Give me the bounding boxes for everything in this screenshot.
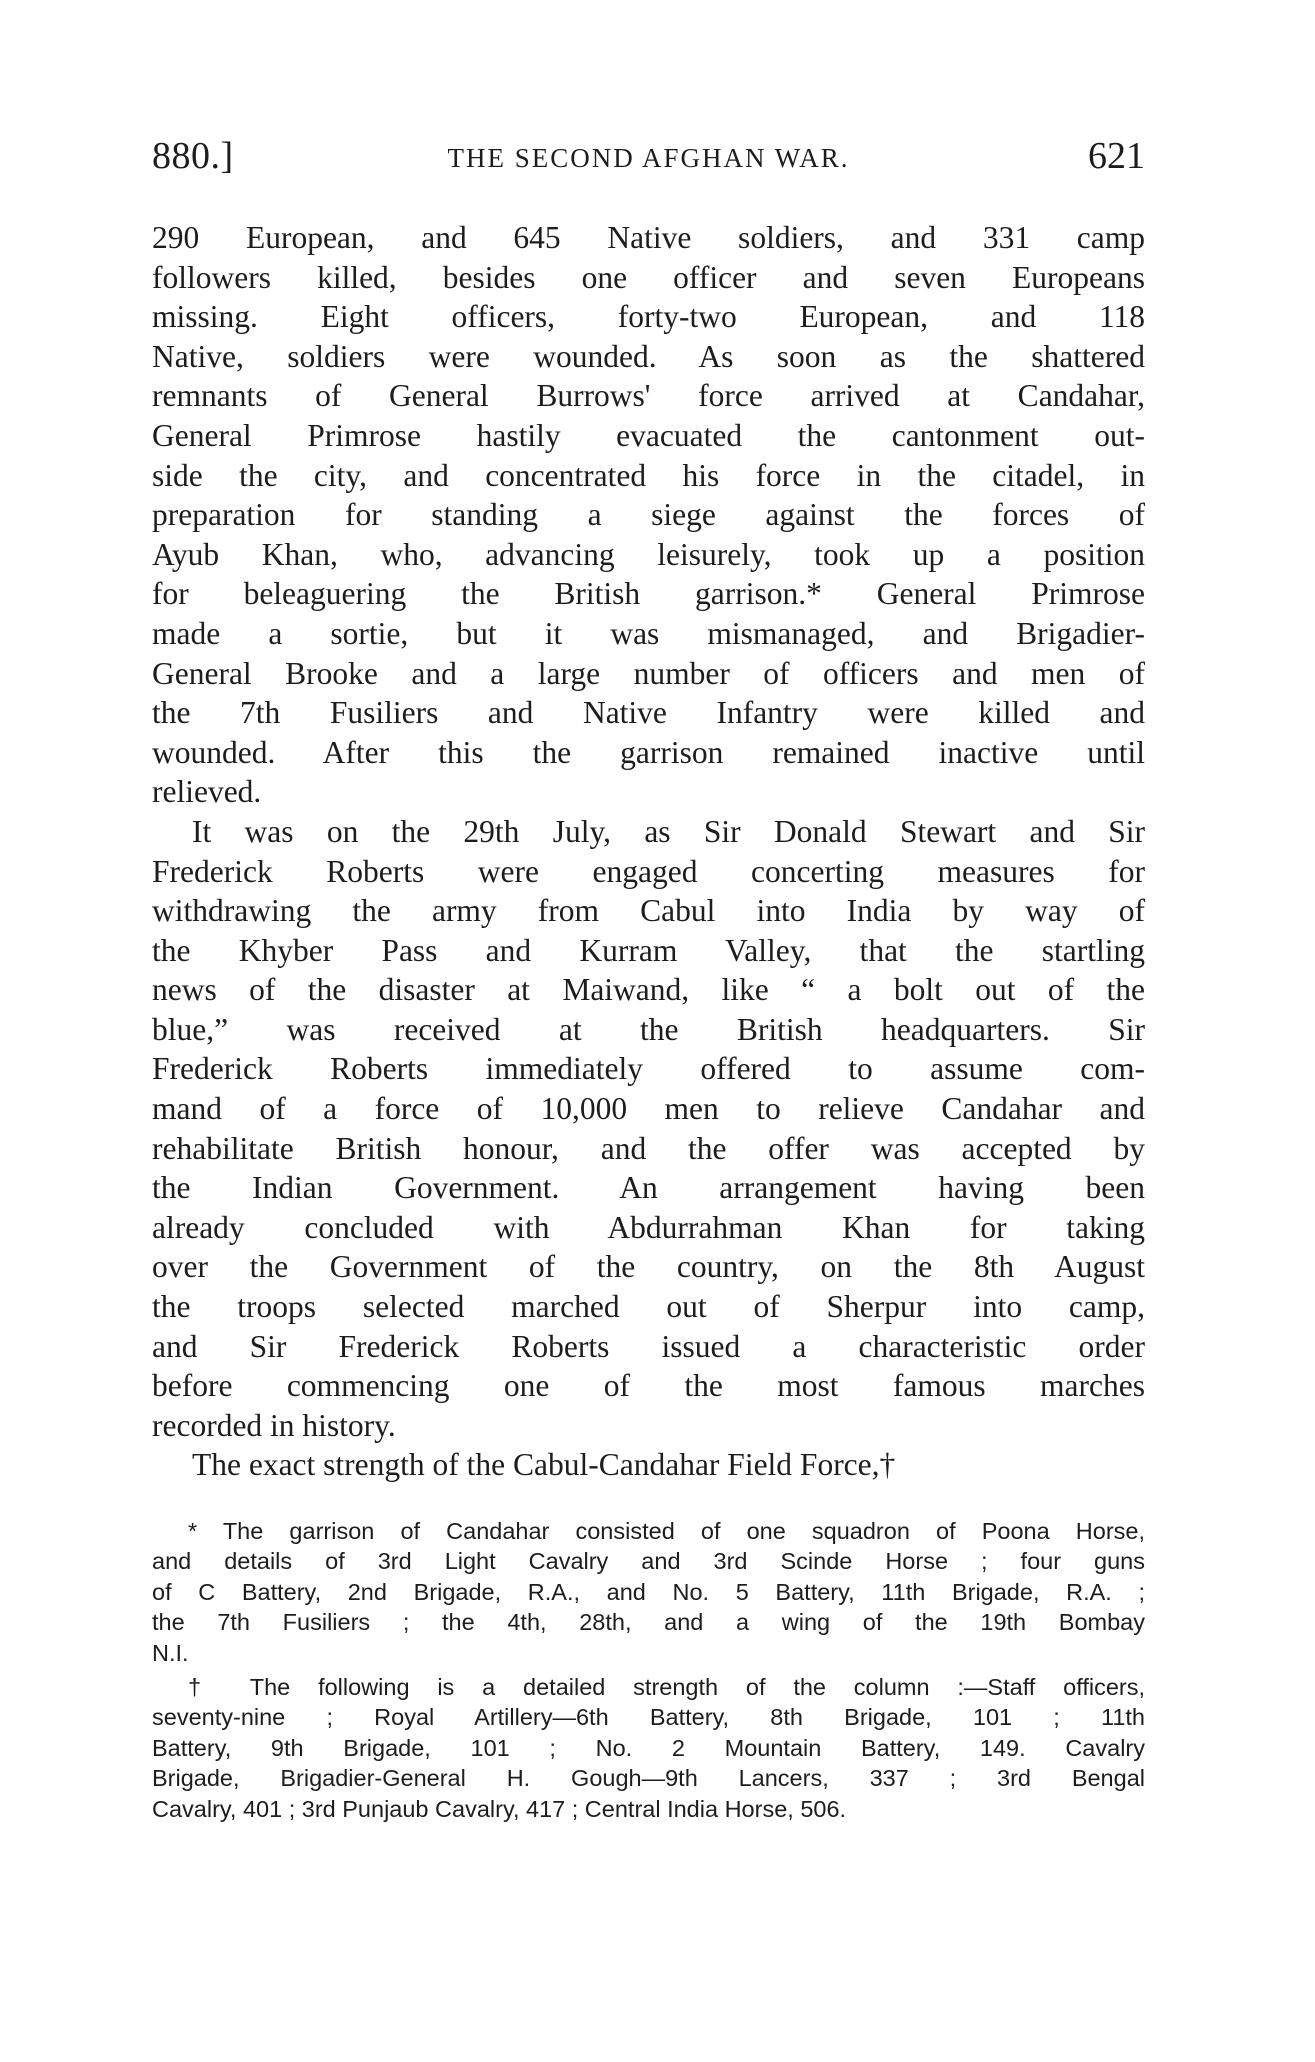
body-line: already concluded with Abdurrahman Khan for taking bbox=[152, 1209, 1145, 1245]
body-text bbox=[152, 218, 1145, 1485]
footnote-line: of C Battery, 2nd Brigade, R.A., and No. 5 Battery, 11th Brigade, R.A. ; bbox=[152, 1578, 1145, 1605]
footnote-line: seventy-nine ; Royal Artillery—6th Battery, 8th Brigade, 101 ; 11th bbox=[152, 1704, 1145, 1731]
body-line: for beleaguering the British garrison.* General Primrose bbox=[152, 576, 1145, 612]
body-line: Ayub Khan, who, advancing leisurely, took up a position bbox=[152, 536, 1145, 572]
body-line: made a sortie, but it was mismanaged, and Brigadier- bbox=[152, 615, 1145, 651]
footnote-line: Brigade, Brigadier-General H. Gough—9th Lancers, 337 ; 3rd Bengal bbox=[152, 1765, 1145, 1792]
header-title: THE SECOND AFGHAN WAR. bbox=[447, 143, 850, 173]
body-line: Native, soldiers were wounded. As soon as the shattered bbox=[152, 338, 1145, 374]
body-line: rehabilitate British honour, and the offer was accepted by bbox=[152, 1130, 1145, 1166]
body-line: withdrawing the army from Cabul into India by way of bbox=[152, 893, 1145, 929]
body-line: missing. Eight officers, forty-two European, and 118 bbox=[152, 299, 1145, 335]
footnote-line: † The following is a detailed strength of the column :—Staff officers, bbox=[188, 1673, 1145, 1700]
body-line: The exact strength of the Cabul-Candahar Field Force,† bbox=[192, 1447, 896, 1483]
body-line: mand of a force of 10,000 men to relieve Candahar and bbox=[152, 1091, 1145, 1127]
body-line: and Sir Frederick Roberts issued a characteristic order bbox=[152, 1328, 1145, 1364]
body-line: 290 European, and 645 Native soldiers, and 331 camp bbox=[152, 220, 1145, 255]
body-line: before commencing one of the most famous marches bbox=[152, 1368, 1145, 1404]
header-year: 880.] bbox=[152, 135, 234, 177]
body-line: news of the disaster at Maiwand, like “ a bolt out of the bbox=[152, 972, 1145, 1008]
footnote-line: the 7th Fusiliers ; the 4th, 28th, and a wing of the 19th Bombay bbox=[152, 1609, 1145, 1636]
body-line: Frederick Roberts immediately offered to assume com- bbox=[152, 1051, 1145, 1087]
body-line: It was on the 29th July, as Sir Donald Stewart and Sir bbox=[192, 813, 1145, 849]
body-line: preparation for standing a siege against the forces of bbox=[152, 497, 1145, 533]
body-line: wounded. After this the garrison remained inactive until bbox=[152, 734, 1145, 770]
body-line: the Khyber Pass and Kurram Valley, that the startling bbox=[152, 932, 1145, 968]
body-line: side the city, and concentrated his force in the citadel, in bbox=[152, 457, 1145, 493]
running-header bbox=[152, 128, 1145, 184]
footnote-garrison bbox=[152, 1516, 1145, 1668]
footnote-column-strength bbox=[152, 1672, 1145, 1824]
footnote-line: and details of 3rd Light Cavalry and 3rd Scinde Horse ; four guns bbox=[152, 1548, 1145, 1575]
footnotes bbox=[152, 1516, 1145, 1824]
body-line: relieved. bbox=[152, 774, 262, 810]
body-line: General Brooke and a large number of officers and men of bbox=[152, 655, 1145, 691]
body-line: the troops selected marched out of Sherpur into camp, bbox=[152, 1289, 1145, 1325]
body-line: General Primrose hastily evacuated the cantonment out- bbox=[152, 417, 1145, 453]
body-line: recorded in history. bbox=[152, 1407, 396, 1443]
page-number: 621 bbox=[1088, 135, 1145, 177]
footnote-line: N.I. bbox=[152, 1639, 189, 1666]
footnote-line: Battery, 9th Brigade, 101 ; No. 2 Mountain Battery, 149. Cavalry bbox=[152, 1734, 1145, 1761]
body-line: remnants of General Burrows' force arrived at Candahar, bbox=[152, 378, 1145, 414]
footnote-line: Cavalry, 401 ; 3rd Punjaub Cavalry, 417 ; Central India Horse, 506. bbox=[152, 1795, 847, 1822]
body-line: Frederick Roberts were engaged concerting measures for bbox=[152, 853, 1145, 889]
body-line: the 7th Fusiliers and Native Infantry were killed and bbox=[152, 695, 1145, 731]
body-line: blue,” was received at the British headquarters. Sir bbox=[152, 1011, 1145, 1047]
body-line: the Indian Government. An arrangement having been bbox=[152, 1170, 1145, 1206]
footnote-line: * The garrison of Candahar consisted of one squadron of Poona Horse, bbox=[188, 1518, 1145, 1544]
body-line: over the Government of the country, on the 8th August bbox=[152, 1249, 1145, 1285]
body-line: followers killed, besides one officer and seven Europeans bbox=[152, 259, 1145, 295]
